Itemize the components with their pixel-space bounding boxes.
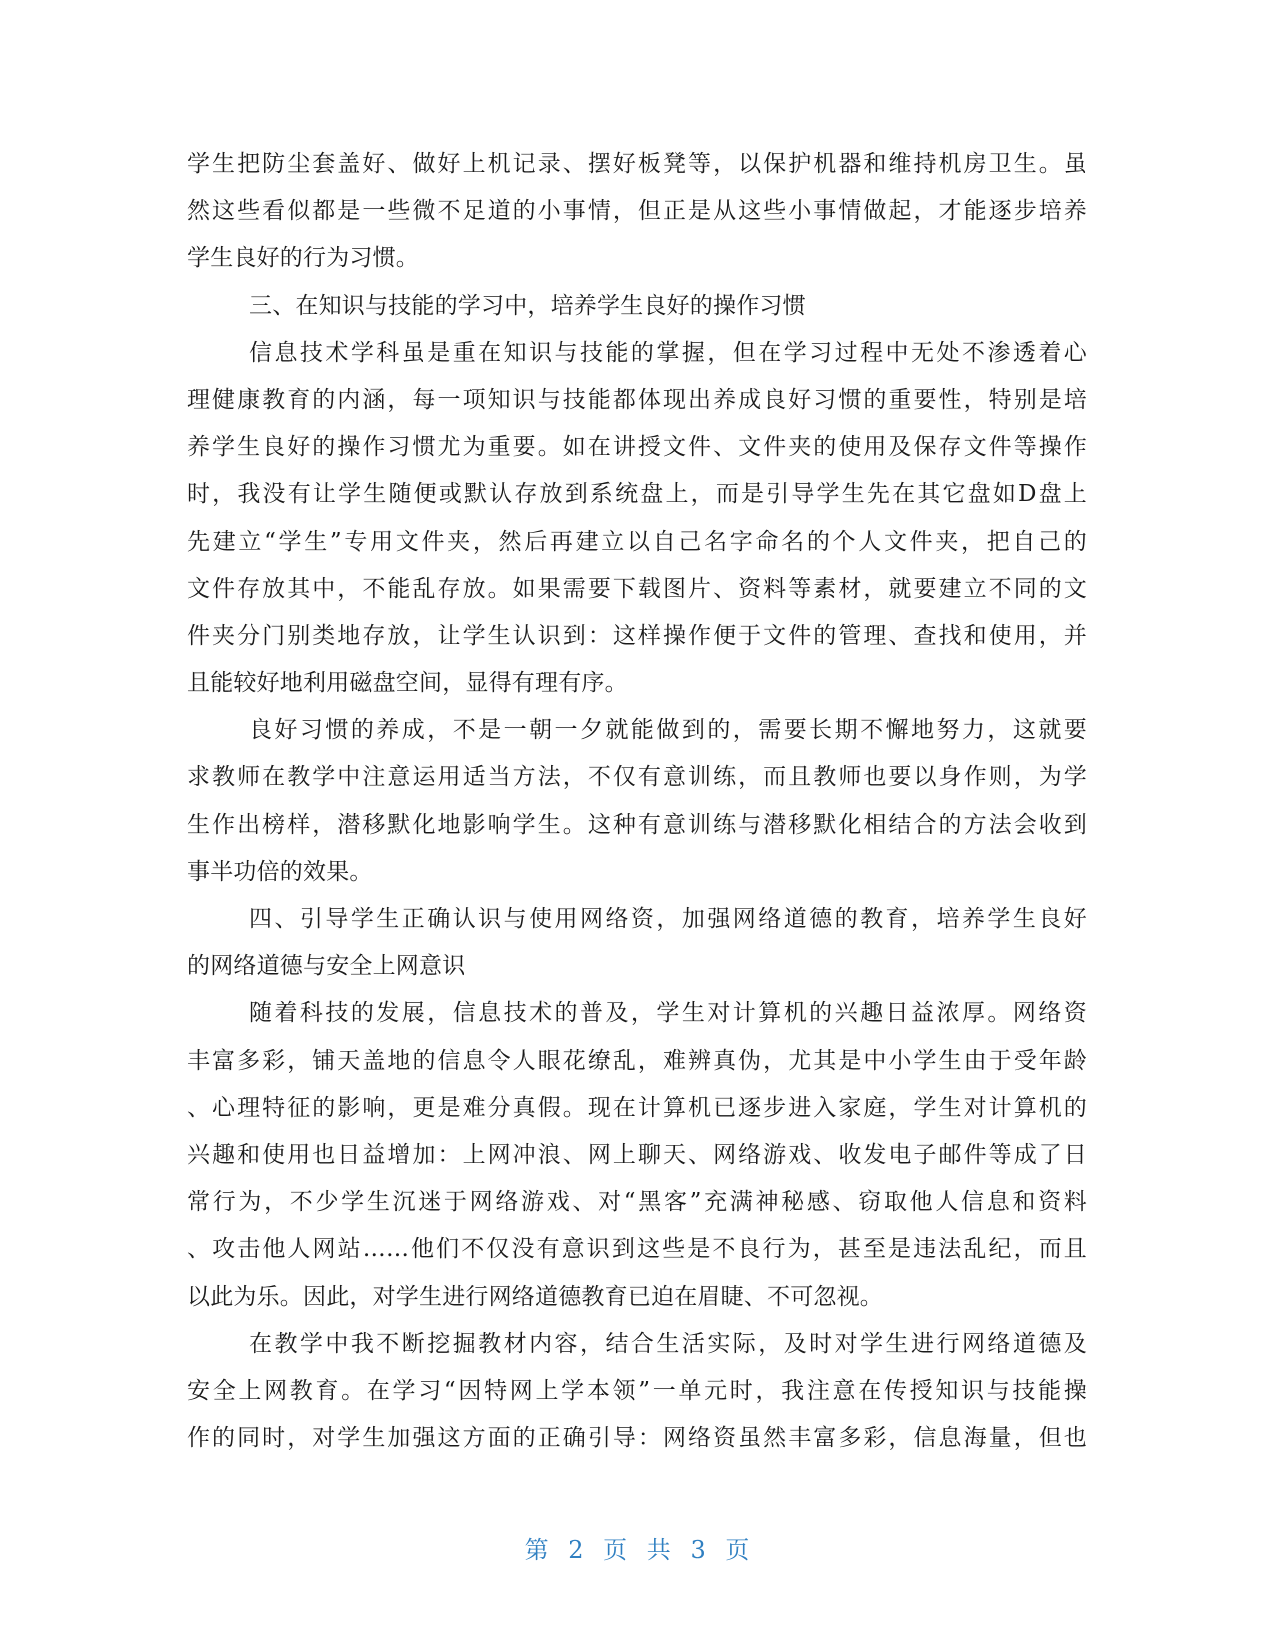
text-line: 事半功倍的效果。	[187, 858, 373, 885]
text-line: 理健康教育的内涵，每一项知识与技能都体现出养成良好习惯的重要性，特别是培	[187, 386, 1087, 413]
text-line: 的网络道德与安全上网意识	[187, 953, 466, 980]
text-line: 良好习惯的养成，不是一朝一夕就能做到的，需要长期不懈地努力，这就要	[249, 717, 1087, 744]
text-line: 三、在知识与技能的学习中，培养学生良好的操作习惯	[249, 292, 806, 319]
text-line: 然这些看似都是一些微不足道的小事情，但正是从这些小事情做起，才能逐步培养	[187, 198, 1087, 225]
text-line: 安全上网教育。在学习“因特网上学本领”一单元时，我注意在传授知识与技能操	[187, 1377, 1087, 1404]
text-line: 学生良好的行为习惯。	[187, 245, 419, 272]
text-line: 兴趣和使用也日益增加：上网冲浪、网上聊天、网络游戏、收发电子邮件等成了日	[187, 1141, 1087, 1168]
text-line: 文件存放其中，不能乱存放。如果需要下载图片、资料等素材，就要建立不同的文	[187, 575, 1087, 602]
text-line: 信息技术学科虽是重在知识与技能的掌握，但在学习过程中无处不渗透着心	[249, 339, 1087, 366]
text-line: 生作出榜样，潜移默化地影响学生。这种有意训练与潜移默化相结合的方法会收到	[187, 811, 1087, 838]
text-line: 、心理特征的影响，更是难分真假。现在计算机已逐步进入家庭，学生对计算机的	[187, 1094, 1087, 1121]
text-line: 作的同时，对学生加强这方面的正确引导：网络资虽然丰富多彩，信息海量，但也	[187, 1425, 1087, 1452]
text-line: 常行为，不少学生沉迷于网络游戏、对“黑客”充满神秘感、窃取他人信息和资料	[187, 1189, 1087, 1216]
text-line: 件夹分门别类地存放，让学生认识到：这样操作便于文件的管理、查找和使用，并	[187, 622, 1087, 649]
text-line: 丰富多彩，铺天盖地的信息令人眼花缭乱，难辨真伪，尤其是中小学生由于受年龄	[187, 1047, 1087, 1074]
text-line: 四、引导学生正确认识与使用网络资，加强网络道德的教育，培养学生良好	[249, 906, 1087, 932]
text-line: 且能较好地利用磁盘空间，显得有理有序。	[187, 670, 628, 697]
document-body	[187, 141, 1087, 1462]
text-line: 以此为乐。因此，对学生进行网络道德教育已迫在眉睫、不可忽视。	[187, 1283, 883, 1310]
page-number-footer: 第 2 页 共 3 页	[524, 1536, 751, 1564]
text-line: 、攻击他人网站……他们不仅没有意识到这些是不良行为，甚至是违法乱纪，而且	[187, 1236, 1087, 1263]
text-line: 随着科技的发展，信息技术的普及，学生对计算机的兴趣日益浓厚。网络资	[249, 1000, 1087, 1027]
text-line: 求教师在教学中注意运用适当方法，不仅有意训练，而且教师也要以身作则，为学	[187, 764, 1087, 791]
text-line: 养学生良好的操作习惯尤为重要。如在讲授文件、文件夹的使用及保存文件等操作	[187, 434, 1087, 461]
text-line: 在教学中我不断挖掘教材内容，结合生活实际，及时对学生进行网络道德及	[249, 1330, 1087, 1357]
text-line: 时，我没有让学生随便或默认存放到系统盘上，而是引导学生先在其它盘如D盘上	[187, 481, 1087, 508]
text-line: 学生把防尘套盖好、做好上机记录、摆好板凳等，以保护机器和维持机房卫生。虽	[187, 151, 1087, 177]
text-line: 先建立“学生”专用文件夹，然后再建立以自己名字命名的个人文件夹，把自己的	[187, 528, 1087, 555]
